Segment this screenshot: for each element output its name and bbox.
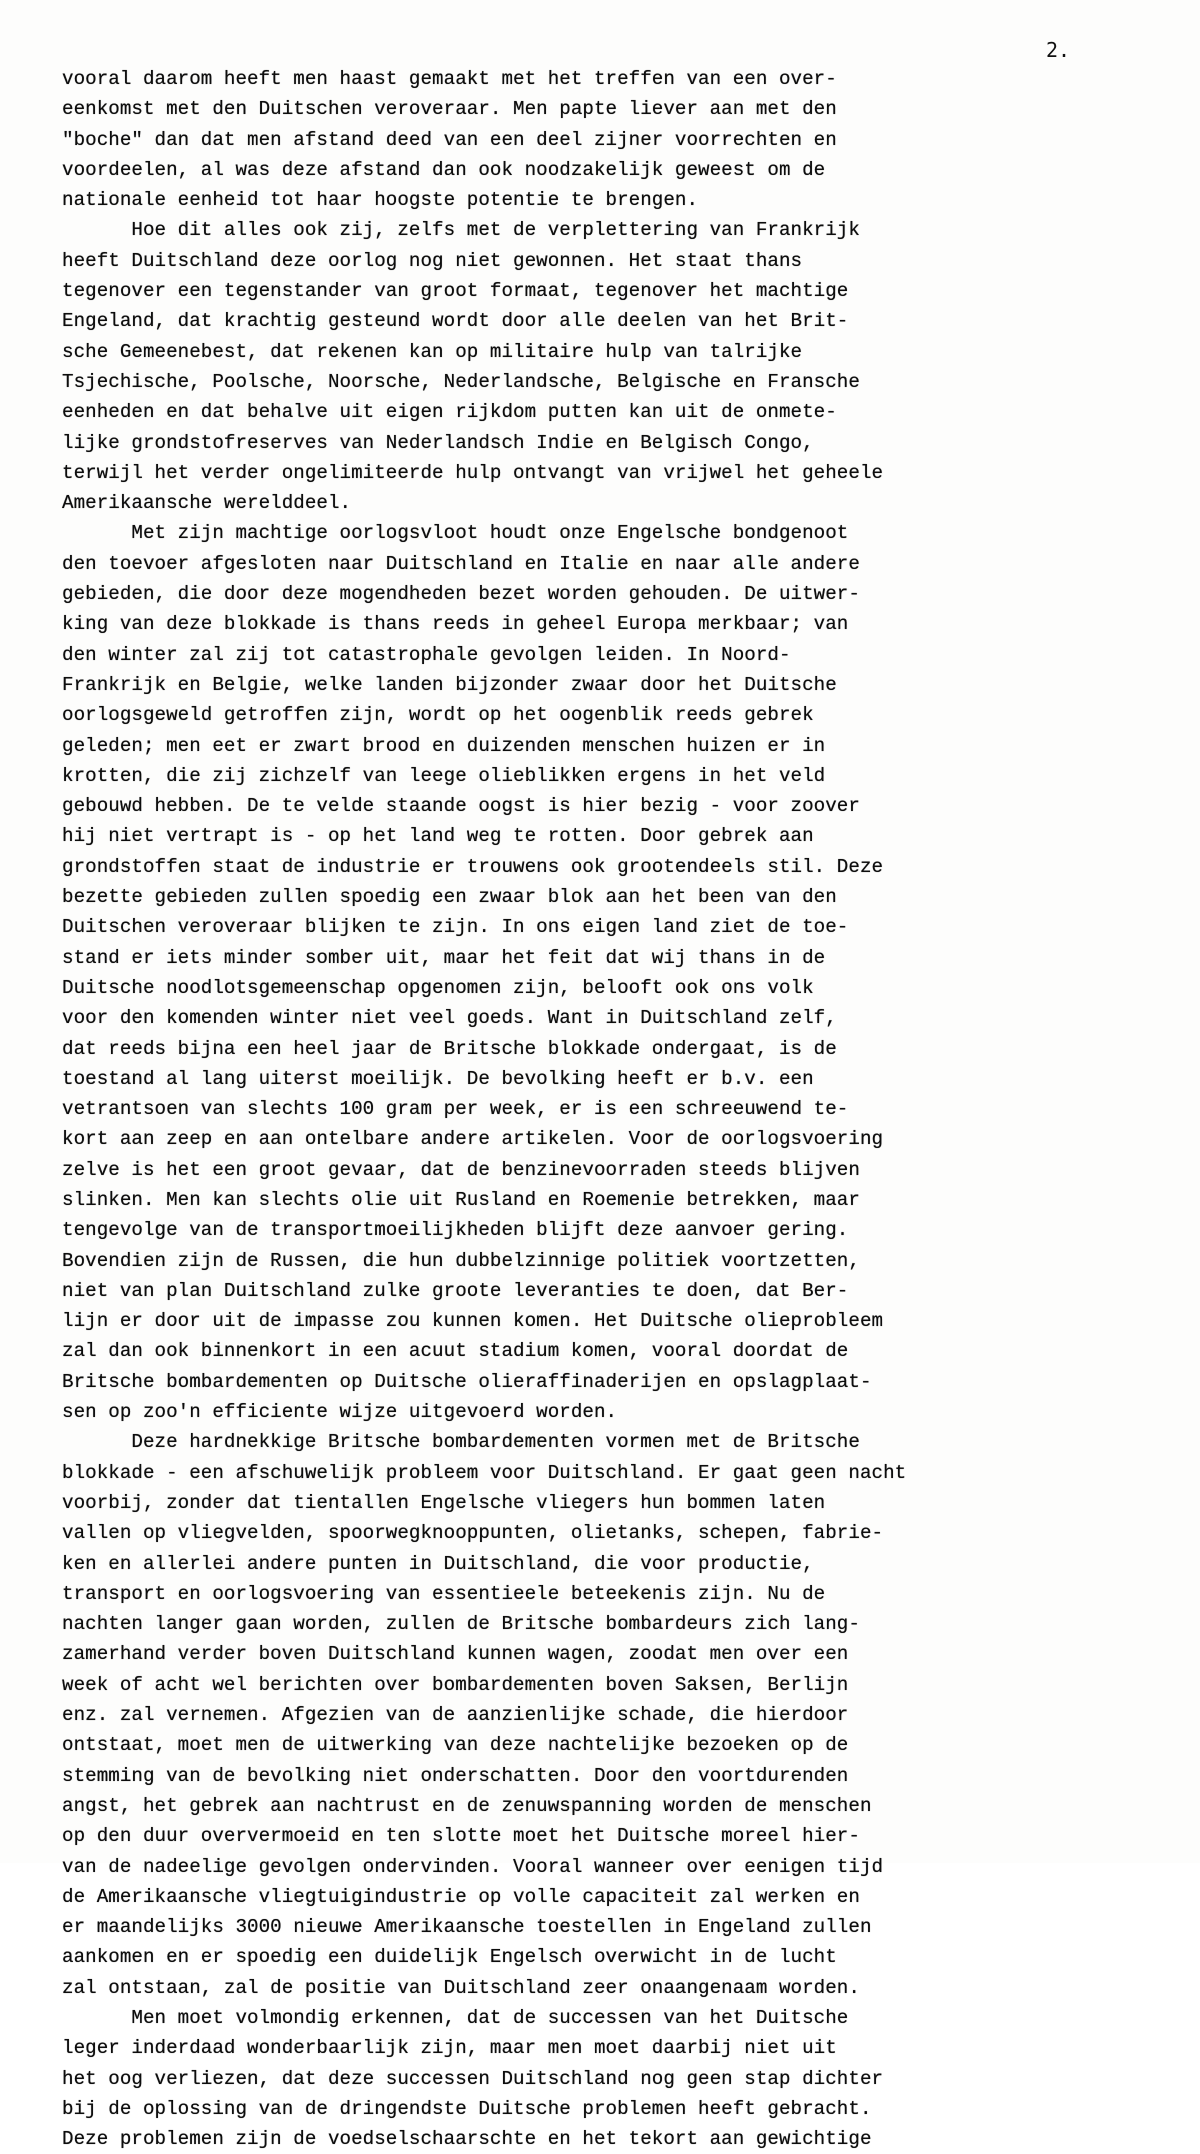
text-line: lijn er door uit de impasse zou kunnen komen. Het Duitsche olieprobleem xyxy=(62,1310,884,1333)
text-line: Amerikaansche werelddeel. xyxy=(62,492,352,515)
text-line: grondstoffen staat de industrie er trouwens ook grootendeels stil. Deze xyxy=(62,855,884,878)
text-line: vetrantsoen van slechts 100 gram per week, er is een schreeuwend te- xyxy=(62,1098,849,1121)
text-line: oorlogsgeweld getroffen zijn, wordt op het oogenblik reeds gebrek xyxy=(62,704,814,727)
text-line: Duitschen veroveraar blijken te zijn. In ons eigen land ziet de toe- xyxy=(62,916,849,939)
text-line: terwijl het verder ongelimiteerde hulp ontvangt van vrijwel het geheele xyxy=(62,461,884,484)
text-line: sen op zoo'n efficiente wijze uitgevoerd worden. xyxy=(62,1401,618,1424)
text-line: nationale eenheid tot haar hoogste potentie te brengen. xyxy=(62,189,699,212)
text-line: vallen op vliegvelden, spoorwegknooppunten, olietanks, schepen, fabrie- xyxy=(62,1522,884,1545)
text-line: voorbij, zonder dat tientallen Engelsche vliegers hun bommen laten xyxy=(62,1491,826,1514)
text-line: Britsche bombardementen op Duitsche olieraffinaderijen en opslagplaat- xyxy=(62,1370,872,1393)
text-line: krotten, die zij zichzelf van leege olieblikken ergens in het veld xyxy=(62,764,826,787)
text-line: gebieden, die door deze mogendheden bezet worden gehouden. De uitwer- xyxy=(62,583,860,606)
text-line: Men moet volmondig erkennen, dat de successen van het Duitsche xyxy=(62,2007,849,2029)
text-line: Hoe dit alles ook zij, zelfs met de verplettering van Frankrijk xyxy=(62,219,860,242)
text-line: voordeelen, al was deze afstand dan ook noodzakelijk geweest om de xyxy=(62,158,826,181)
text-line: transport en oorlogsvoering van essentieele beteekenis zijn. Nu de xyxy=(62,1582,826,1605)
text-line: lijke grondstofreserves van Nederlandsch Indie en Belgisch Congo, xyxy=(62,431,814,454)
text-line: Bovendien zijn de Russen, die hun dubbelzinnige politiek voortzetten, xyxy=(62,1249,860,1272)
text-line: eenheden en dat behalve uit eigen rijkdom putten kan uit de onmete- xyxy=(62,401,837,424)
text-line: ontstaat, moet men de uitwerking van deze nachtelijke bezoeken op de xyxy=(62,1734,849,1757)
text-line: van de nadeelige gevolgen ondervinden. Vooral wanneer over eenigen tijd xyxy=(62,1855,884,1878)
text-line: blokkade - een afschuwelijk probleem voor Duitschland. Er gaat geen nacht xyxy=(62,1461,907,1484)
text-line: Tsjechische, Poolsche, Noorsche, Nederlandsche, Belgische en Fransche xyxy=(62,370,860,393)
text-line: zal ontstaan, zal de positie van Duitschland zeer onaangenaam worden. xyxy=(62,1976,860,1999)
text-line: slinken. Men kan slechts olie uit Rusland en Roemenie betrekken, maar xyxy=(62,1188,860,1211)
text-line: eenkomst met den Duitschen veroveraar. Men papte liever aan met den xyxy=(62,98,837,121)
text-line: niet van plan Duitschland zulke groote leveranties te doen, dat Ber- xyxy=(62,1279,849,1302)
text-line: vooral daarom heeft men haast gemaakt met het treffen van een over- xyxy=(62,68,837,90)
text-line: zal dan ook binnenkort in een acuut stadium komen, vooral doordat de xyxy=(62,1340,849,1363)
text-line: bij de oplossing van de dringendste Duitsche problemen heeft gebracht. xyxy=(62,2097,872,2120)
text-line: Deze problemen zijn de voedselschaarschte en het tekort aan gewichtige xyxy=(62,2128,872,2151)
text-line: king van deze blokkade is thans reeds in geheel Europa merkbaar; van xyxy=(62,613,849,636)
text-line: dat reeds bijna een heel jaar de Britsche blokkade ondergaat, is de xyxy=(62,1037,837,1060)
text-line: tengevolge van de transportmoeilijkheden blijft deze aanvoer gering. xyxy=(62,1219,849,1242)
text-line: "boche" dan dat men afstand deed van een deel zijner voorrechten en xyxy=(62,128,837,151)
text-line: den winter zal zij tot catastrophale gevolgen leiden. In Noord- xyxy=(62,643,791,666)
text-line: er maandelijks 3000 nieuwe Amerikaansche toestellen in Engeland zullen xyxy=(62,1916,872,1939)
text-line: Met zijn machtige oorlogsvloot houdt onze Engelsche bondgenoot xyxy=(62,522,849,545)
text-line: het oog verliezen, dat deze successen Duitschland nog geen stap dichter xyxy=(62,2067,884,2090)
text-line: stemming van de bevolking niet onderschatten. Door den voortdurenden xyxy=(62,1764,849,1787)
text-line: Duitsche noodlotsgemeenschap opgenomen zijn, belooft ook ons volk xyxy=(62,976,814,999)
text-line: enz. zal vernemen. Afgezien van de aanzienlijke schade, die hierdoor xyxy=(62,1704,849,1727)
text-line: geleden; men eet er zwart brood en duizenden menschen huizen er in xyxy=(62,734,826,757)
text-line: kort aan zeep en aan ontelbare andere artikelen. Voor de oorlogsvoering xyxy=(62,1128,884,1151)
text-line: sche Gemeenebest, dat rekenen kan op militaire hulp van talrijke xyxy=(62,340,803,363)
text-line: den toevoer afgesloten naar Duitschland en Italie en naar alle andere xyxy=(62,552,860,575)
text-line: zelve is het een groot gevaar, dat de benzinevoorraden steeds blijven xyxy=(62,1158,860,1181)
text-line: nachten langer gaan worden, zullen de Britsche bombardeurs zich lang- xyxy=(62,1613,860,1636)
text-line: leger inderdaad wonderbaarlijk zijn, maar men moet daarbij niet uit xyxy=(62,2037,837,2060)
text-line: Frankrijk en Belgie, welke landen bijzonder zwaar door het Duitsche xyxy=(62,673,837,696)
text-line: stand er iets minder somber uit, maar het feit dat wij thans in de xyxy=(62,946,826,969)
text-line: ken en allerlei andere punten in Duitschland, die voor productie, xyxy=(62,1552,814,1575)
text-line: de Amerikaansche vliegtuigindustrie op volle capaciteit zal werken en xyxy=(62,1885,860,1908)
text-line: op den duur oververmoeid en ten slotte moet het Duitsche moreel hier- xyxy=(62,1825,860,1848)
text-line: tegenover een tegenstander van groot formaat, tegenover het machtige xyxy=(62,280,849,303)
text-line: aankomen en er spoedig een duidelijk Engelsch overwicht in de lucht xyxy=(62,1946,837,1969)
text-line: zamerhand verder boven Duitschland kunnen wagen, zoodat men over een xyxy=(62,1643,849,1666)
page-number: 2. xyxy=(1046,38,1071,62)
text-line: Deze hardnekkige Britsche bombardementen vormen met de Britsche xyxy=(62,1431,860,1454)
text-line: toestand al lang uiterst moeilijk. De bevolking heeft er b.v. een xyxy=(62,1067,814,1090)
text-line: week of acht wel berichten over bombardementen boven Saksen, Berlijn xyxy=(62,1673,849,1696)
text-line: voor den komenden winter niet veel goeds. Want in Duitschland zelf, xyxy=(62,1007,837,1030)
body-text xyxy=(62,64,1182,2154)
text-line: heeft Duitschland deze oorlog nog niet gewonnen. Het staat thans xyxy=(62,249,803,272)
text-line: hij niet vertrapt is - op het land weg te rotten. Door gebrek aan xyxy=(62,825,814,848)
text-line: angst, het gebrek aan nachtrust en de zenuwspanning worden de menschen xyxy=(62,1794,872,1817)
text-line: Engeland, dat krachtig gesteund wordt door alle deelen van het Brit- xyxy=(62,310,849,333)
text-line: gebouwd hebben. De te velde staande oogst is hier bezig - voor zoover xyxy=(62,795,860,818)
text-line: bezette gebieden zullen spoedig een zwaar blok aan het been van den xyxy=(62,886,837,909)
